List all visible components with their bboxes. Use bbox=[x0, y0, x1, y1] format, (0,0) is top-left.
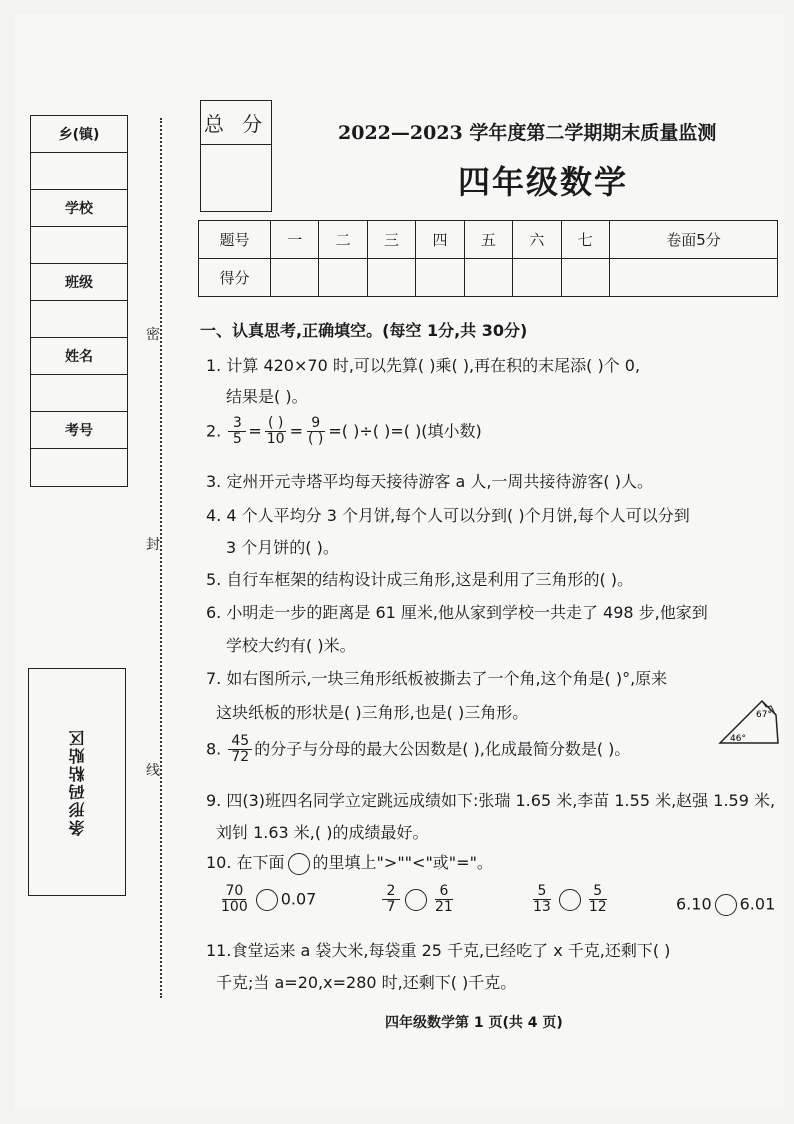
angle-label-67: 67° bbox=[756, 710, 772, 720]
score-header-cell: 六 bbox=[513, 221, 561, 259]
fraction: $\frac{5}{13}$ bbox=[533, 883, 551, 916]
score-header-cell: 题号 bbox=[199, 221, 271, 259]
question-2: 2. $\frac{3}{5}$ = $\frac{( )}{10}$ = $\frac{9}{( )}$ =( )÷( )=( )(填小数) bbox=[206, 415, 482, 448]
question-10-compare-2 bbox=[380, 884, 458, 916]
score-header-cell: 一 bbox=[271, 221, 319, 259]
score-cell[interactable] bbox=[271, 259, 319, 297]
question-4-line-1: 4. 4 个人平均分 3 个月饼,每个人可以分到( )个月饼,每个人可以分到 bbox=[206, 506, 690, 525]
score-table bbox=[198, 220, 778, 297]
torn-triangle-figure bbox=[716, 697, 784, 749]
question-4-line-2: 3 个月饼的( )。 bbox=[226, 538, 339, 557]
score-header-cell: 四 bbox=[416, 221, 464, 259]
fraction: $\frac{( )}{10}$ bbox=[266, 415, 285, 448]
student-info-column bbox=[30, 115, 128, 487]
info-label-exam-number: 考号 bbox=[31, 412, 127, 449]
info-field-exam-number[interactable] bbox=[31, 449, 127, 486]
question-11-line-1: 11.食堂运来 a 袋大米,每袋重 25 千克,已经吃了 x 千克,还剩下( ) bbox=[206, 941, 671, 960]
circle-icon bbox=[288, 853, 310, 875]
total-score-label: 总 分 bbox=[201, 101, 271, 145]
score-cell[interactable] bbox=[319, 259, 367, 297]
fraction: $\frac{5}{12}$ bbox=[588, 883, 607, 916]
question-10-compare-4: 6.10 6.01 bbox=[676, 894, 775, 916]
info-label-township: 乡(镇) bbox=[31, 116, 127, 153]
question-6-line-2: 学校大约有( )米。 bbox=[226, 636, 356, 655]
score-header-cell: 五 bbox=[464, 221, 512, 259]
info-field-class[interactable] bbox=[31, 301, 127, 338]
seal-dotted-line bbox=[160, 118, 162, 998]
question-7-line-1: 7. 如右图所示,一块三角形纸板被撕去了一个角,这个角是( )°,原来 bbox=[206, 669, 668, 688]
score-cell[interactable] bbox=[513, 259, 561, 297]
info-label-name: 姓名 bbox=[31, 338, 127, 375]
question-10-instruction: 10. 在下面 的里填上">""<"或"="。 bbox=[206, 850, 493, 875]
score-header-cell: 七 bbox=[561, 221, 609, 259]
question-10-compare-3 bbox=[528, 884, 612, 916]
fraction: $\frac{70}{100}$ bbox=[221, 883, 248, 916]
question-3: 3. 定州开元寺塔平均每天接待游客 a 人,一周共接待游客( )人。 bbox=[206, 472, 653, 491]
question-10-compare-1: $\frac{70}{100}$ 0.07 bbox=[216, 884, 316, 916]
exam-subtitle: 2022—2023 学年度第二学期期末质量监测 bbox=[338, 122, 717, 144]
question-9-line-1: 9. 四(3)班四名同学立定跳远成绩如下:张瑞 1.65 米,李苗 1.55 米,赵强 1.59 米, bbox=[206, 791, 776, 810]
compare-circle[interactable] bbox=[715, 894, 737, 916]
angle-label-46: 46° bbox=[730, 734, 746, 744]
fraction: $\frac{3}{5}$ bbox=[228, 416, 246, 448]
question-5: 5. 自行车框架的结构设计成三角形,这是利用了三角形的( )。 bbox=[206, 570, 634, 589]
compare-circle[interactable] bbox=[405, 889, 427, 911]
total-score-box bbox=[200, 100, 272, 212]
question-2-number: 2. bbox=[206, 421, 222, 441]
seal-char-feng: 封 bbox=[146, 532, 160, 556]
score-table-header-row bbox=[199, 221, 778, 259]
fraction: $\frac{45}{72}$ bbox=[228, 734, 252, 766]
info-label-school: 学校 bbox=[31, 190, 127, 227]
question-6-line-1: 6. 小明走一步的距离是 61 厘米,他从家到学校一共走了 498 步,他家到 bbox=[206, 603, 708, 622]
score-table-score-row bbox=[199, 259, 778, 297]
exam-title: 四年级数学 bbox=[458, 163, 629, 201]
question-8-number: 8. bbox=[206, 739, 222, 759]
question-7-line-2: 这块纸板的形状是( )三角形,也是( )三角形。 bbox=[216, 703, 529, 722]
score-cell[interactable] bbox=[609, 259, 777, 297]
score-header-cell: 三 bbox=[367, 221, 415, 259]
barcode-label: 条形码粘贴区 bbox=[67, 728, 87, 836]
info-field-school[interactable] bbox=[31, 227, 127, 264]
question-11-line-2: 千克;当 a=20,x=280 时,还剩下( )千克。 bbox=[216, 973, 517, 992]
score-cell[interactable] bbox=[367, 259, 415, 297]
score-header-cell: 二 bbox=[319, 221, 367, 259]
score-row-label: 得分 bbox=[199, 259, 271, 297]
score-cell[interactable] bbox=[561, 259, 609, 297]
question-1-line-2: 结果是( )。 bbox=[226, 387, 308, 406]
fraction: $\frac{9}{( )}$ bbox=[308, 415, 324, 448]
seal-char-xian: 线 bbox=[146, 758, 160, 782]
barcode-area bbox=[28, 668, 126, 896]
page-footer: 四年级数学第 1 页(共 4 页) bbox=[385, 1015, 563, 1031]
question-1-line-1: 1. 计算 420×70 时,可以先算( )乘( ),再在积的末尾添( )个 0, bbox=[206, 356, 641, 375]
score-cell[interactable] bbox=[464, 259, 512, 297]
question-8-rest: 的分子与分母的最大公因数是( ),化成最简分数是( )。 bbox=[254, 739, 631, 759]
compare-circle[interactable] bbox=[256, 889, 278, 911]
info-label-class: 班级 bbox=[31, 264, 127, 301]
question-9-line-2: 刘钊 1.63 米,( )的成绩最好。 bbox=[216, 823, 429, 842]
question-2-rest: =( )÷( )=( )(填小数) bbox=[328, 421, 482, 441]
seal-char-mi: 密 bbox=[146, 322, 160, 346]
score-header-cell: 卷面5分 bbox=[609, 221, 777, 259]
compare-circle[interactable] bbox=[559, 889, 581, 911]
question-8 bbox=[206, 734, 630, 766]
info-field-name[interactable] bbox=[31, 375, 127, 412]
fraction: $\frac{6}{21}$ bbox=[435, 883, 453, 916]
section-1-heading: 一、认真思考,正确填空。(每空 1分,共 30分) bbox=[200, 321, 528, 340]
score-cell[interactable] bbox=[416, 259, 464, 297]
info-field-township[interactable] bbox=[31, 153, 127, 190]
fraction: $\frac{2}{7}$ bbox=[382, 884, 400, 916]
